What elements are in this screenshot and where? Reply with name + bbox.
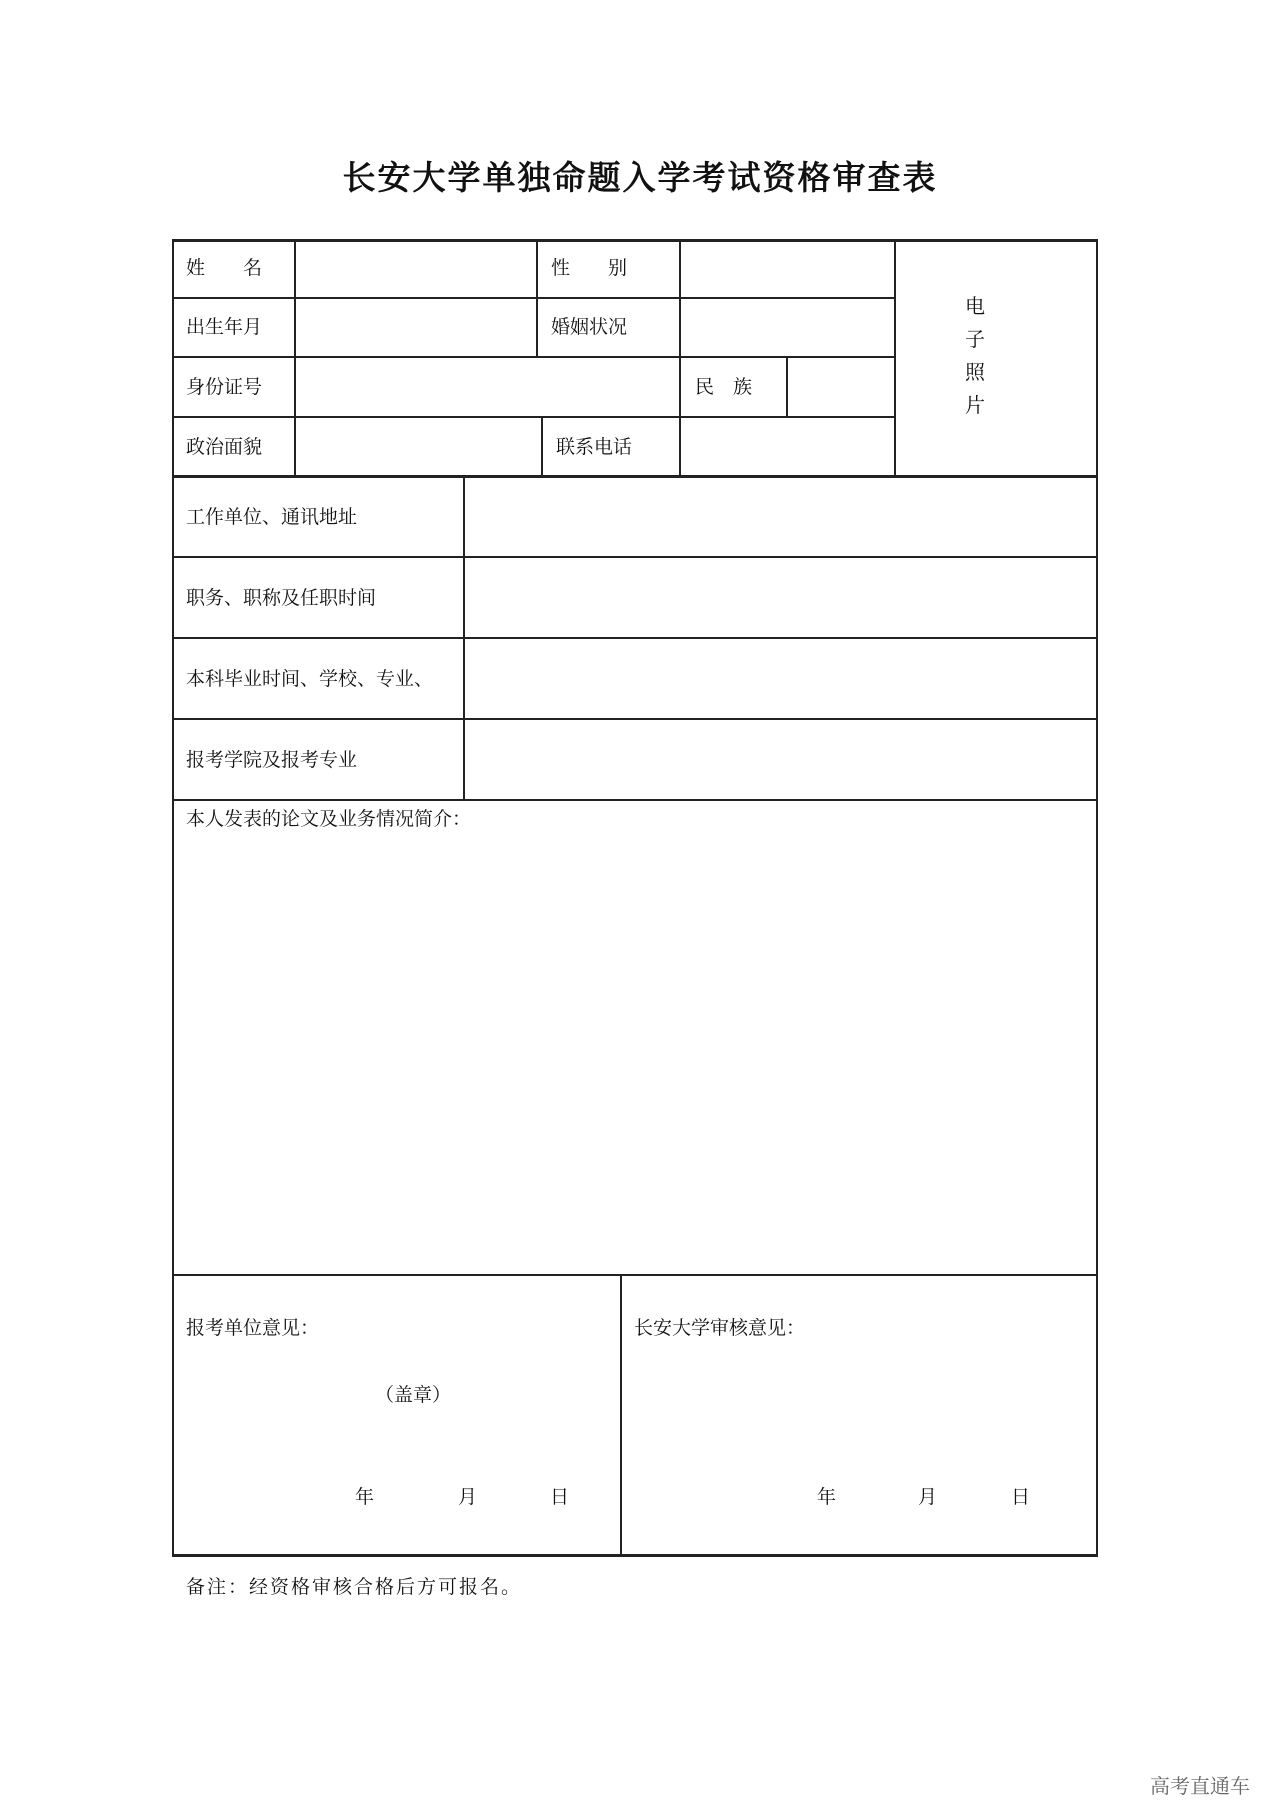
label-university-opinion: 长安大学审核意见： <box>634 1317 806 1339</box>
photo-label-char: 电 <box>965 294 985 318</box>
undergrad-field[interactable] <box>465 639 1096 718</box>
unit-year-label: 年 <box>355 1486 375 1508</box>
label-apply: 报考学院及报考专业 <box>186 749 358 771</box>
position-field[interactable] <box>465 558 1096 637</box>
label-gender: 性 别 <box>551 257 628 279</box>
label-work-address: 工作单位、通讯地址 <box>186 506 358 528</box>
birth-field[interactable] <box>296 299 536 356</box>
university-year-label: 年 <box>817 1486 837 1508</box>
name-field[interactable] <box>296 242 536 297</box>
label-unit-opinion: 报考单位意见： <box>186 1317 320 1339</box>
label-birth: 出生年月 <box>186 316 263 338</box>
label-ethnicity: 民 族 <box>695 376 753 398</box>
phone-field[interactable] <box>681 418 894 475</box>
ethnicity-field[interactable] <box>788 358 894 416</box>
footnote: 备注：经资格审核合格后方可报名。 <box>186 1576 523 1598</box>
label-undergrad: 本科毕业时间、学校、专业、 <box>186 668 434 690</box>
label-political: 政治面貌 <box>186 436 263 458</box>
seal-label: （盖章） <box>375 1384 452 1406</box>
label-papers: 本人发表的论文及业务情况简介： <box>186 808 472 830</box>
university-day-label: 日 <box>1011 1486 1031 1508</box>
political-field[interactable] <box>296 418 541 475</box>
unit-day-label: 日 <box>550 1486 570 1508</box>
photo-label-char: 片 <box>965 393 985 417</box>
label-name: 姓 名 <box>186 257 263 279</box>
label-phone: 联系电话 <box>556 436 633 458</box>
label-position: 职务、职称及任职时间 <box>186 587 377 609</box>
photo-label-char: 照 <box>965 360 985 384</box>
form-title: 长安大学单独命题入学考试资格审查表 <box>342 158 938 197</box>
watermark: 高考直通车 <box>1150 1774 1250 1798</box>
gender-field[interactable] <box>681 242 894 297</box>
label-marital: 婚姻状况 <box>551 316 628 338</box>
work-address-field[interactable] <box>465 478 1096 556</box>
id-number-field[interactable] <box>296 358 679 416</box>
photo-area[interactable] <box>960 290 990 422</box>
university-month-label: 月 <box>918 1486 938 1508</box>
label-id-number: 身份证号 <box>186 376 263 398</box>
apply-field[interactable] <box>465 720 1096 799</box>
unit-month-label: 月 <box>458 1486 478 1508</box>
marital-field[interactable] <box>681 299 894 356</box>
papers-field[interactable] <box>174 835 1096 1273</box>
photo-label-char: 子 <box>965 327 985 351</box>
